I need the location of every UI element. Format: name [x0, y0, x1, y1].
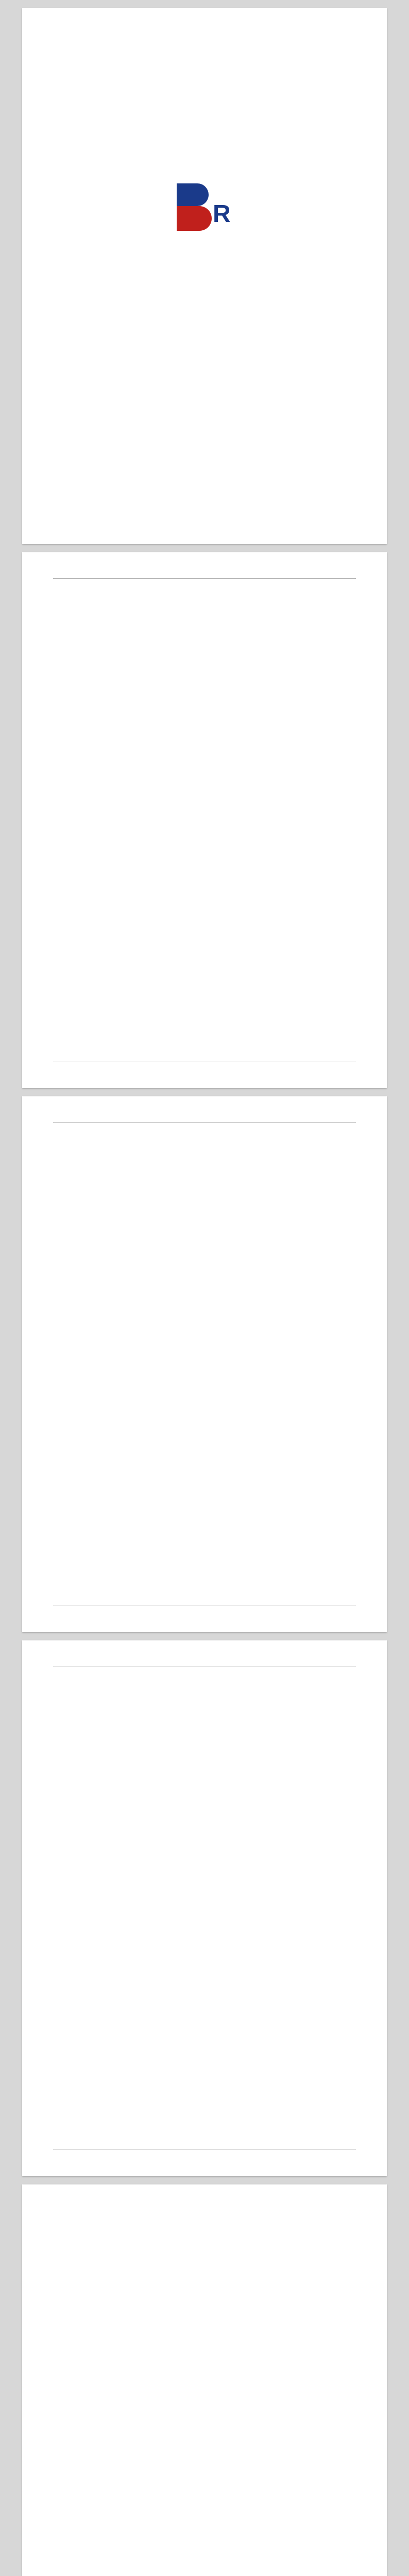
summary-page [22, 1096, 387, 1632]
preface-body [69, 630, 340, 633]
page-header [53, 1121, 356, 1123]
svg-text:R: R [213, 200, 231, 228]
cover-skyline-graphic [53, 178, 357, 333]
summary-body [69, 1158, 340, 1162]
page-header [53, 577, 356, 579]
page-footer [53, 2149, 356, 2151]
preface-page [22, 552, 387, 1088]
page-header [53, 1665, 356, 1667]
page-footer [53, 1605, 356, 1607]
cover-page [22, 8, 387, 544]
region-page [22, 1640, 387, 2176]
toc-page [22, 2184, 387, 2576]
market-chart [69, 1857, 340, 1996]
page-footer [53, 1061, 356, 1063]
